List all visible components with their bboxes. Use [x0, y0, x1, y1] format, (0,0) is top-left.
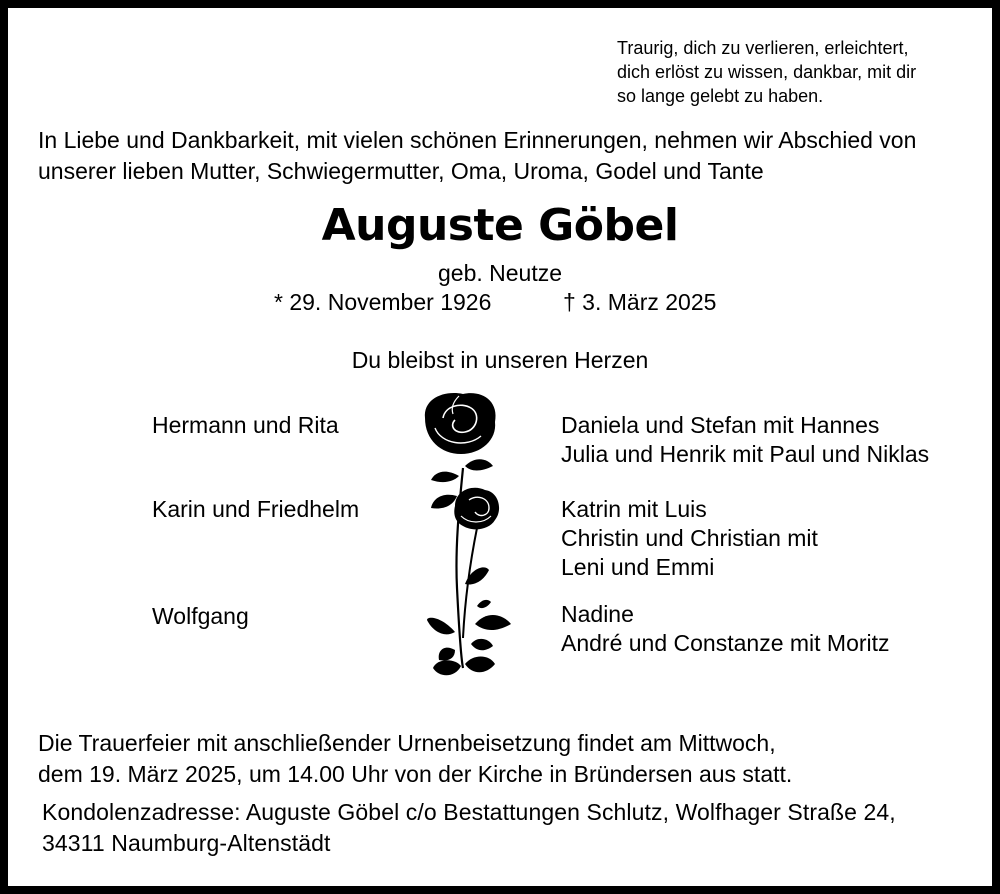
service-line: dem 19. März 2025, um 14.00 Uhr von der Kirche in Bründersen aus statt. — [38, 761, 793, 787]
family-left-3: Wolfgang — [152, 603, 249, 629]
intro-line: unserer lieben Mutter, Schwiegermutter, Oma, Uroma, Godel und Tante — [38, 158, 764, 184]
maiden-name: geb. Neutze — [437, 260, 563, 286]
motto: Du bleibst in unseren Herzen — [351, 347, 649, 373]
family-line: Daniela und Stefan mit Hannes — [561, 412, 880, 438]
family-right-1 — [561, 411, 929, 469]
family-line: Katrin mit Luis — [561, 496, 707, 522]
family-line: Leni und Emmi — [561, 554, 715, 580]
poem — [617, 36, 916, 108]
poem-line: so lange gelebt zu haben. — [617, 86, 824, 106]
condolence-address — [42, 797, 896, 859]
service-info — [38, 728, 792, 790]
poem-line: Traurig, dich zu verlieren, erleichtert, — [617, 38, 909, 58]
intro-text — [38, 125, 916, 187]
family-right-3 — [561, 600, 890, 658]
family-left-1: Hermann und Rita — [152, 412, 339, 438]
family-right-2 — [561, 495, 818, 582]
rose-icon — [415, 388, 525, 688]
deceased-name: Auguste Göbel — [321, 200, 679, 251]
address-line: Kondolenzadresse: Auguste Göbel c/o Bestattungen Schlutz, Wolfhager Straße 24, — [42, 799, 896, 825]
family-line: Julia und Henrik mit Paul und Niklas — [561, 441, 930, 467]
poem-line: dich erlöst zu wissen, dankbar, mit dir — [617, 62, 917, 82]
family-line: Christin und Christian mit — [561, 525, 818, 551]
family-left-2: Karin und Friedhelm — [152, 496, 360, 522]
family-line: André und Constanze mit Moritz — [561, 630, 890, 656]
death-date: † 3. März 2025 — [563, 289, 717, 315]
birth-date: * 29. November 1926 — [274, 289, 492, 315]
family-line: Nadine — [561, 601, 634, 627]
address-line: 34311 Naumburg-Altenstädt — [42, 830, 331, 856]
intro-line: In Liebe und Dankbarkeit, mit vielen schönen Erinnerungen, nehmen wir Abschied von — [38, 127, 917, 153]
service-line: Die Trauerfeier mit anschließender Urnenbeisetzung findet am Mittwoch, — [38, 730, 776, 756]
